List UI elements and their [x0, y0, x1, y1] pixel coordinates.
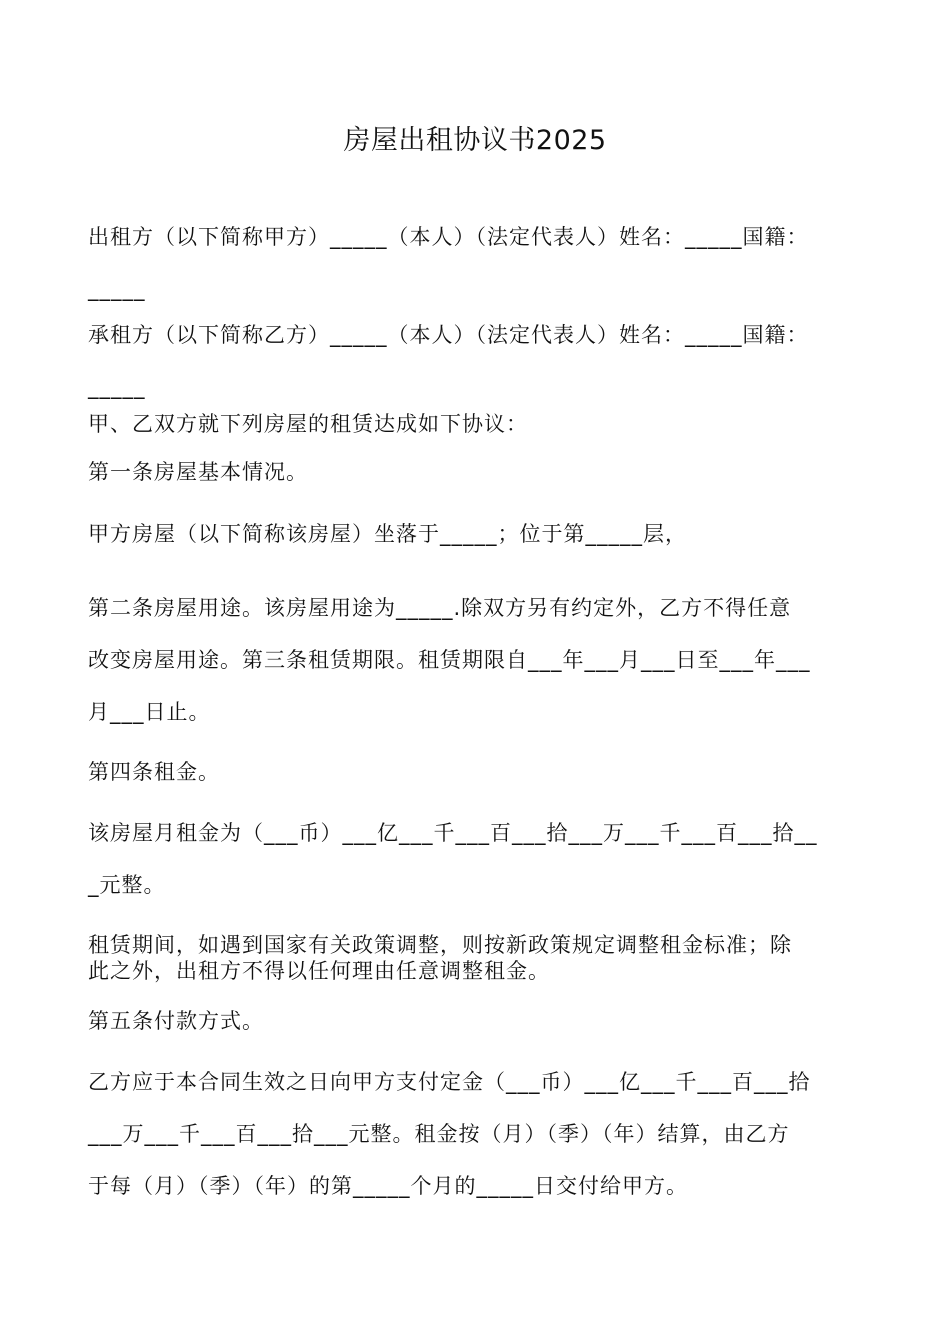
property-location	[88, 519, 868, 549]
lessor-paragraph	[88, 211, 868, 315]
payment-terms-line-3: 于每（月）（季）（年）的第_____个月的_____日交付给甲方。	[88, 1174, 688, 1198]
document-title: 房屋出租协议书2025	[343, 125, 607, 156]
monthly-rent-line-2: _元整。	[88, 873, 166, 897]
article-2-3-line-3: 月___日止。	[88, 700, 211, 724]
article-2-3-paragraph	[88, 582, 868, 738]
agreement-intro-line: 甲、乙双方就下列房屋的租赁达成如下协议：	[88, 412, 528, 436]
lessee-line-2: _____	[88, 375, 146, 399]
article-4-heading-line: 第四条租金。	[88, 760, 220, 784]
article-2-3-line-2: 改变房屋用途。第三条租赁期限。租赁期限自___年___月___日至___年___	[88, 648, 811, 672]
article-4-heading	[88, 757, 868, 787]
article-5-heading	[88, 1006, 868, 1036]
monthly-rent-line-1: 该房屋月租金为（___币）___亿___千___百___拾___万___千___百___拾__	[88, 821, 818, 845]
rent-adjustment-line-2: 此之外，出租方不得以任何理由任意调整租金。	[88, 959, 550, 983]
payment-terms-paragraph	[88, 1056, 868, 1212]
rent-adjustment-paragraph	[88, 932, 868, 984]
rent-adjustment-line-1: 租赁期间，如遇到国家有关政策调整，则按新政策规定调整租金标准；除	[88, 933, 792, 957]
lessee-line-1: 承租方（以下简称乙方）_____（本人）（法定代表人）姓名：_____国籍：	[88, 323, 809, 347]
agreement-intro	[88, 409, 868, 439]
article-5-heading-line: 第五条付款方式。	[88, 1009, 264, 1033]
payment-terms-line-1: 乙方应于本合同生效之日向甲方支付定金（___币）___亿___千___百___拾	[88, 1070, 811, 1094]
article-1-heading-line: 第一条房屋基本情况。	[88, 460, 308, 484]
lessor-line-1: 出租方（以下简称甲方）_____（本人）（法定代表人）姓名：_____国籍：	[88, 225, 809, 249]
payment-terms-line-2: ___万___千___百___拾___元整。租金按（月）（季）（年）结算，由乙方	[88, 1122, 790, 1146]
lessee-paragraph	[88, 309, 868, 413]
monthly-rent-paragraph	[88, 807, 868, 911]
lessor-line-2: _____	[88, 277, 146, 301]
property-location-line: 甲方房屋（以下简称该房屋）坐落于_____；位于第_____层，	[88, 522, 687, 546]
article-1-heading	[88, 457, 868, 487]
article-2-3-line-1: 第二条房屋用途。该房屋用途为_____.除双方另有约定外，乙方不得任意	[88, 596, 792, 620]
